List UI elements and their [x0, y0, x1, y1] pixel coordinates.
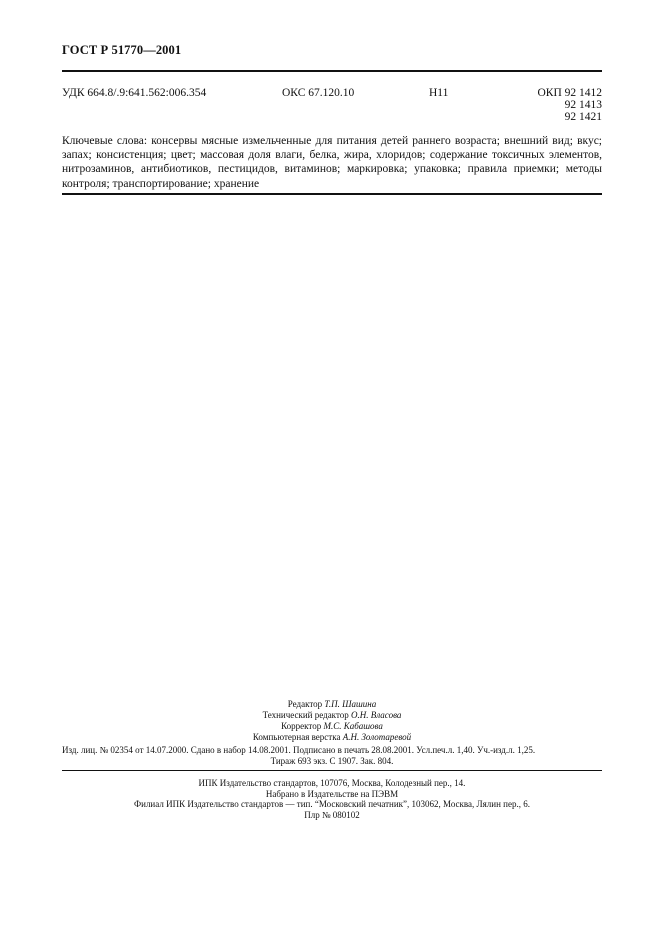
imprint-line: ИПК Издательство стандартов, 107076, Москва, Колодезный пер., 14.: [198, 778, 466, 788]
imprint-block: [62, 778, 602, 820]
keywords-divider: [62, 193, 602, 195]
imprint-line: Набрано в Издательстве на ПЭВМ: [265, 788, 399, 799]
okp-code-line: 92 1413: [564, 99, 602, 111]
udc-code: УДК 664.8/.9:641.562:006.354: [62, 87, 207, 99]
okp-codes: [527, 87, 602, 123]
imprint-line: Филиал ИПК Издательство стандартов — тип. “Московский печатник”, 103062, Москва, Лялин пер., 6.: [134, 799, 530, 809]
header-divider: [62, 70, 602, 72]
credit-line: [62, 732, 602, 743]
credits-block: [62, 699, 602, 743]
imprint-line: Плр № 080102: [304, 809, 360, 820]
publication-circulation: Тираж 693 экз. С 1907. Зак. 804.: [270, 756, 394, 766]
credit-role: Корректор: [281, 721, 322, 731]
credit-person: М.С. Кабашова: [323, 721, 383, 731]
publication-details: Изд. лиц. № 02354 от 14.07.2000. Сдано в набор 14.08.2001. Подписано в печать 28.08.2001. Усл.печ.л. 1,40. Уч.-изд.л. 1,25.: [62, 745, 536, 755]
okp-code-line: ОКП 92 1412: [537, 87, 602, 99]
okp-code-line: 92 1421: [564, 111, 602, 123]
credit-role: Компьютерная верстка: [252, 732, 341, 742]
credit-role: Редактор: [287, 699, 323, 709]
keywords-paragraph: Ключевые слова: консервы мясные измельченные для питания детей раннего возраста; внешний вид; вкус; запах; консистенция; цвет; массовая доля влаги, белка, жира, хлоридов; содержание токсичных элементов, нитрозаминов, антибиотиков, пестицидов, витаминов; маркировка; упаковка; правила приемки; методы контроля; транспортирование; хранение: [62, 135, 602, 190]
classification-row: [62, 87, 602, 127]
oks-code: ОКС 67.120.10: [282, 87, 355, 99]
category-code: Н11: [429, 87, 449, 99]
credit-role: Технический редактор: [262, 710, 349, 720]
document-header-title: ГОСТ Р 51770—2001: [62, 43, 182, 57]
credit-line: [62, 710, 602, 721]
credit-line: [62, 699, 602, 710]
credit-person: Т.П. Шашина: [324, 699, 377, 709]
imprint-divider: [62, 770, 602, 771]
credit-person: А.Н. Золотаревой: [342, 732, 412, 742]
credit-person: О.Н. Власова: [351, 710, 402, 720]
credit-line: [62, 721, 602, 732]
